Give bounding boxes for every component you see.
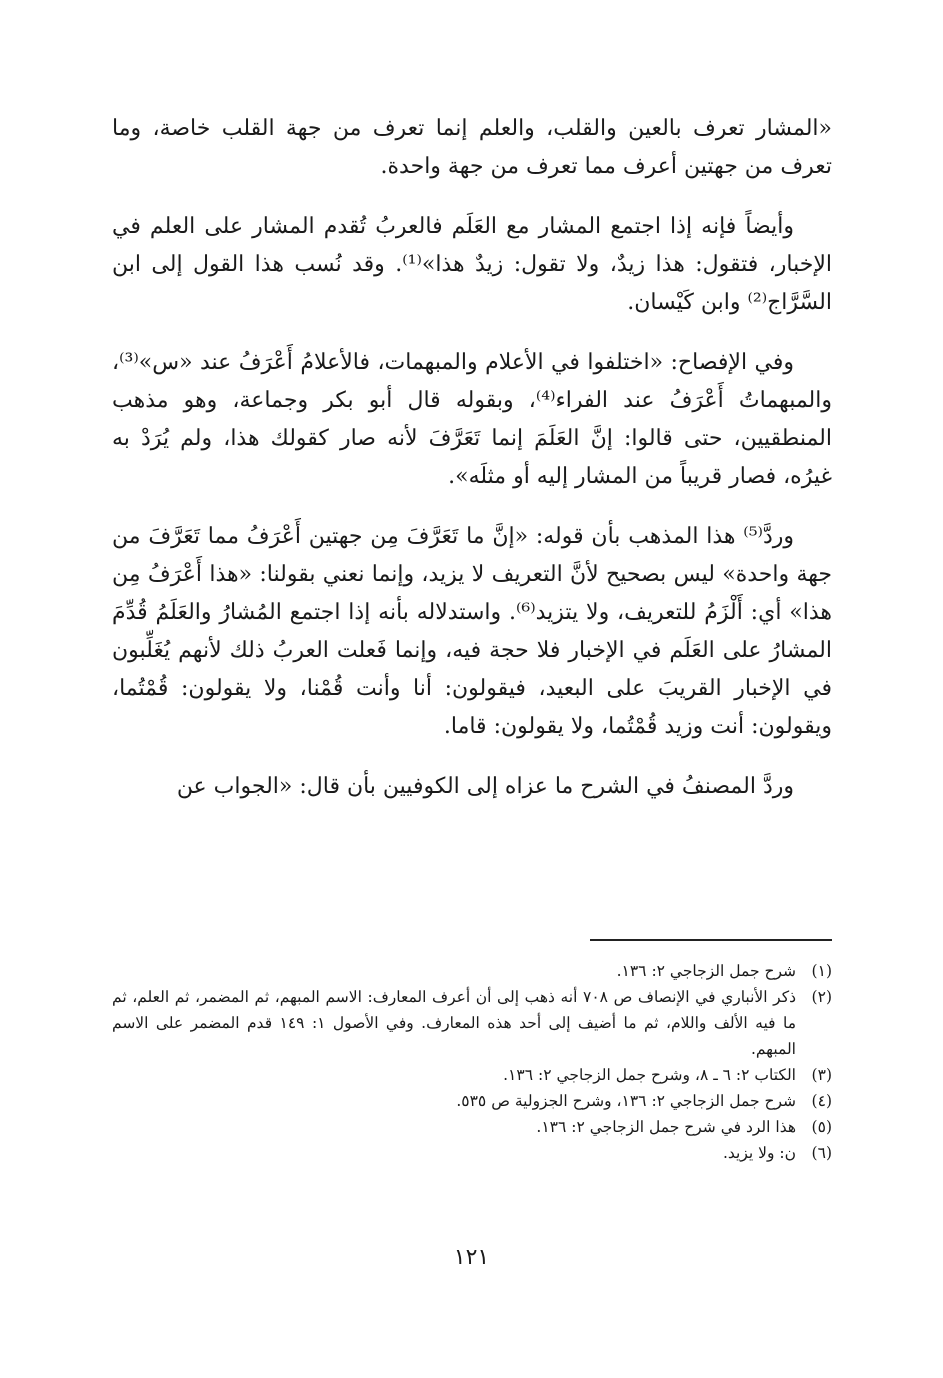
footnote-2 <box>112 984 832 1062</box>
footnote-5 <box>112 1114 832 1140</box>
footnote-text: شرح جمل الزجاجي ٢: ١٣٦. <box>616 962 796 980</box>
footnote-number: (٣) <box>811 1066 832 1084</box>
footnote-number: (١) <box>811 962 832 980</box>
paragraph-2: وأيضاً فإنه إذا اجتمع المشار مع العَلَم فالعربُ تُقدم المشار على العلم في الإخبار، فتقول: هذا زيدٌ، ولا تقول: زيدٌ هذا»⁽¹⁾. وقد نُسب هذا القول إلى ابن السَّرَّاج⁽²⁾ وابن كَيْسان. <box>112 214 832 315</box>
footnote-number: (٢) <box>811 988 832 1006</box>
footnote-number: (٥) <box>811 1118 832 1136</box>
footnote-text: شرح جمل الزجاجي ٢: ١٣٦، وشرح الجزولية ص ٥٣٥. <box>456 1092 796 1110</box>
footnote-number: (٤) <box>811 1092 832 1110</box>
paragraph-5: وردَّ المصنفُ في الشرح ما عزاه إلى الكوفيين بأن قال: «الجواب عن <box>176 774 794 799</box>
footnote-text: هذا الرد في شرح جمل الزجاجي ٢: ١٣٦. <box>536 1118 796 1136</box>
paragraph-3: وفي الإفصاح: «اختلفوا في الأعلام والمبهمات، فالأعلامُ أَعْرَفُ عند «س»⁽³⁾، والمبهماتُ أَعْرَفُ عند الفراء⁽⁴⁾، وبقوله قال أبو بكر وجماعة، وهو مذهب المنطقيين، حتى قالوا: إنَّ العَلَمَ إنما تَعَرَّفَ لأنه صار كقولك هذا، ولم يُرَدْ به غيرُه، فصار قريباً من المشار إليه أو مثلَه». <box>112 350 832 489</box>
footnote-text: ن: ولا يزيد. <box>722 1144 796 1162</box>
footnote-1 <box>112 958 832 984</box>
paragraph-1: «المشار تعرف بالعين والقلب، والعلم إنما تعرف من جهة القلب خاصة، وما تعرف من جهتين أعرف مما تعرف من جهة واحدة. <box>112 116 832 179</box>
main-text <box>112 110 832 828</box>
footnote-3 <box>112 1062 832 1088</box>
footnote-separator <box>590 939 832 941</box>
page-number: ١٢١ <box>453 1245 490 1270</box>
footnote-text: الكتاب ٢: ٦ ـ ٨، وشرح جمل الزجاجي ٢: ١٣٦. <box>503 1066 796 1084</box>
footnote-6 <box>112 1140 832 1166</box>
footnote-number: (٦) <box>811 1144 832 1162</box>
footnote-text: ذكر الأنباري في الإنصاف ص ٧٠٨ أنه ذهب إلى أن أعرف المعارف: الاسم المبهم، ثم المضمر، ثم العلم، ثم ما فيه الألف واللام، ثم ما أضيف إلى أحد هذه المعارف. وفي الأصول ١: ١٤٩ قدم المضمر على الاسم المبهم. <box>112 988 797 1058</box>
footnote-4 <box>112 1088 832 1114</box>
footnotes <box>112 958 832 1166</box>
paragraph-4: وردَّ⁽⁵⁾ هذا المذهب بأن قوله: «إنَّ ما تَعَرَّفَ مِن جهتين أَعْرَفُ مما تَعَرَّفَ من جهة واحدة» ليس بصحيح لأنَّ التعريف لا يزيد، وإنما نعني بقولنا: «هذا أَعْرَفُ مِن هذا» أي: أَلْزَمُ للتعريف، ولا يتزيد⁽⁶⁾. واستدلاله بأنه إذا اجتمع المُشارُ والعَلَمُ قُدِّمَ المشارُ على العَلَم في الإخبار فلا حجة فيه، وإنما فَعلت العربُ ذلك لأنهم يُغَلِّبون في الإخبار القريبَ على البعيد، فيقولون: أنا وأنت قُمْنا، ولا يقولون: قُمْتُما، ويقولون: أنت وزيد قُمْتُما، ولا يقولون: قاما. <box>112 524 832 739</box>
